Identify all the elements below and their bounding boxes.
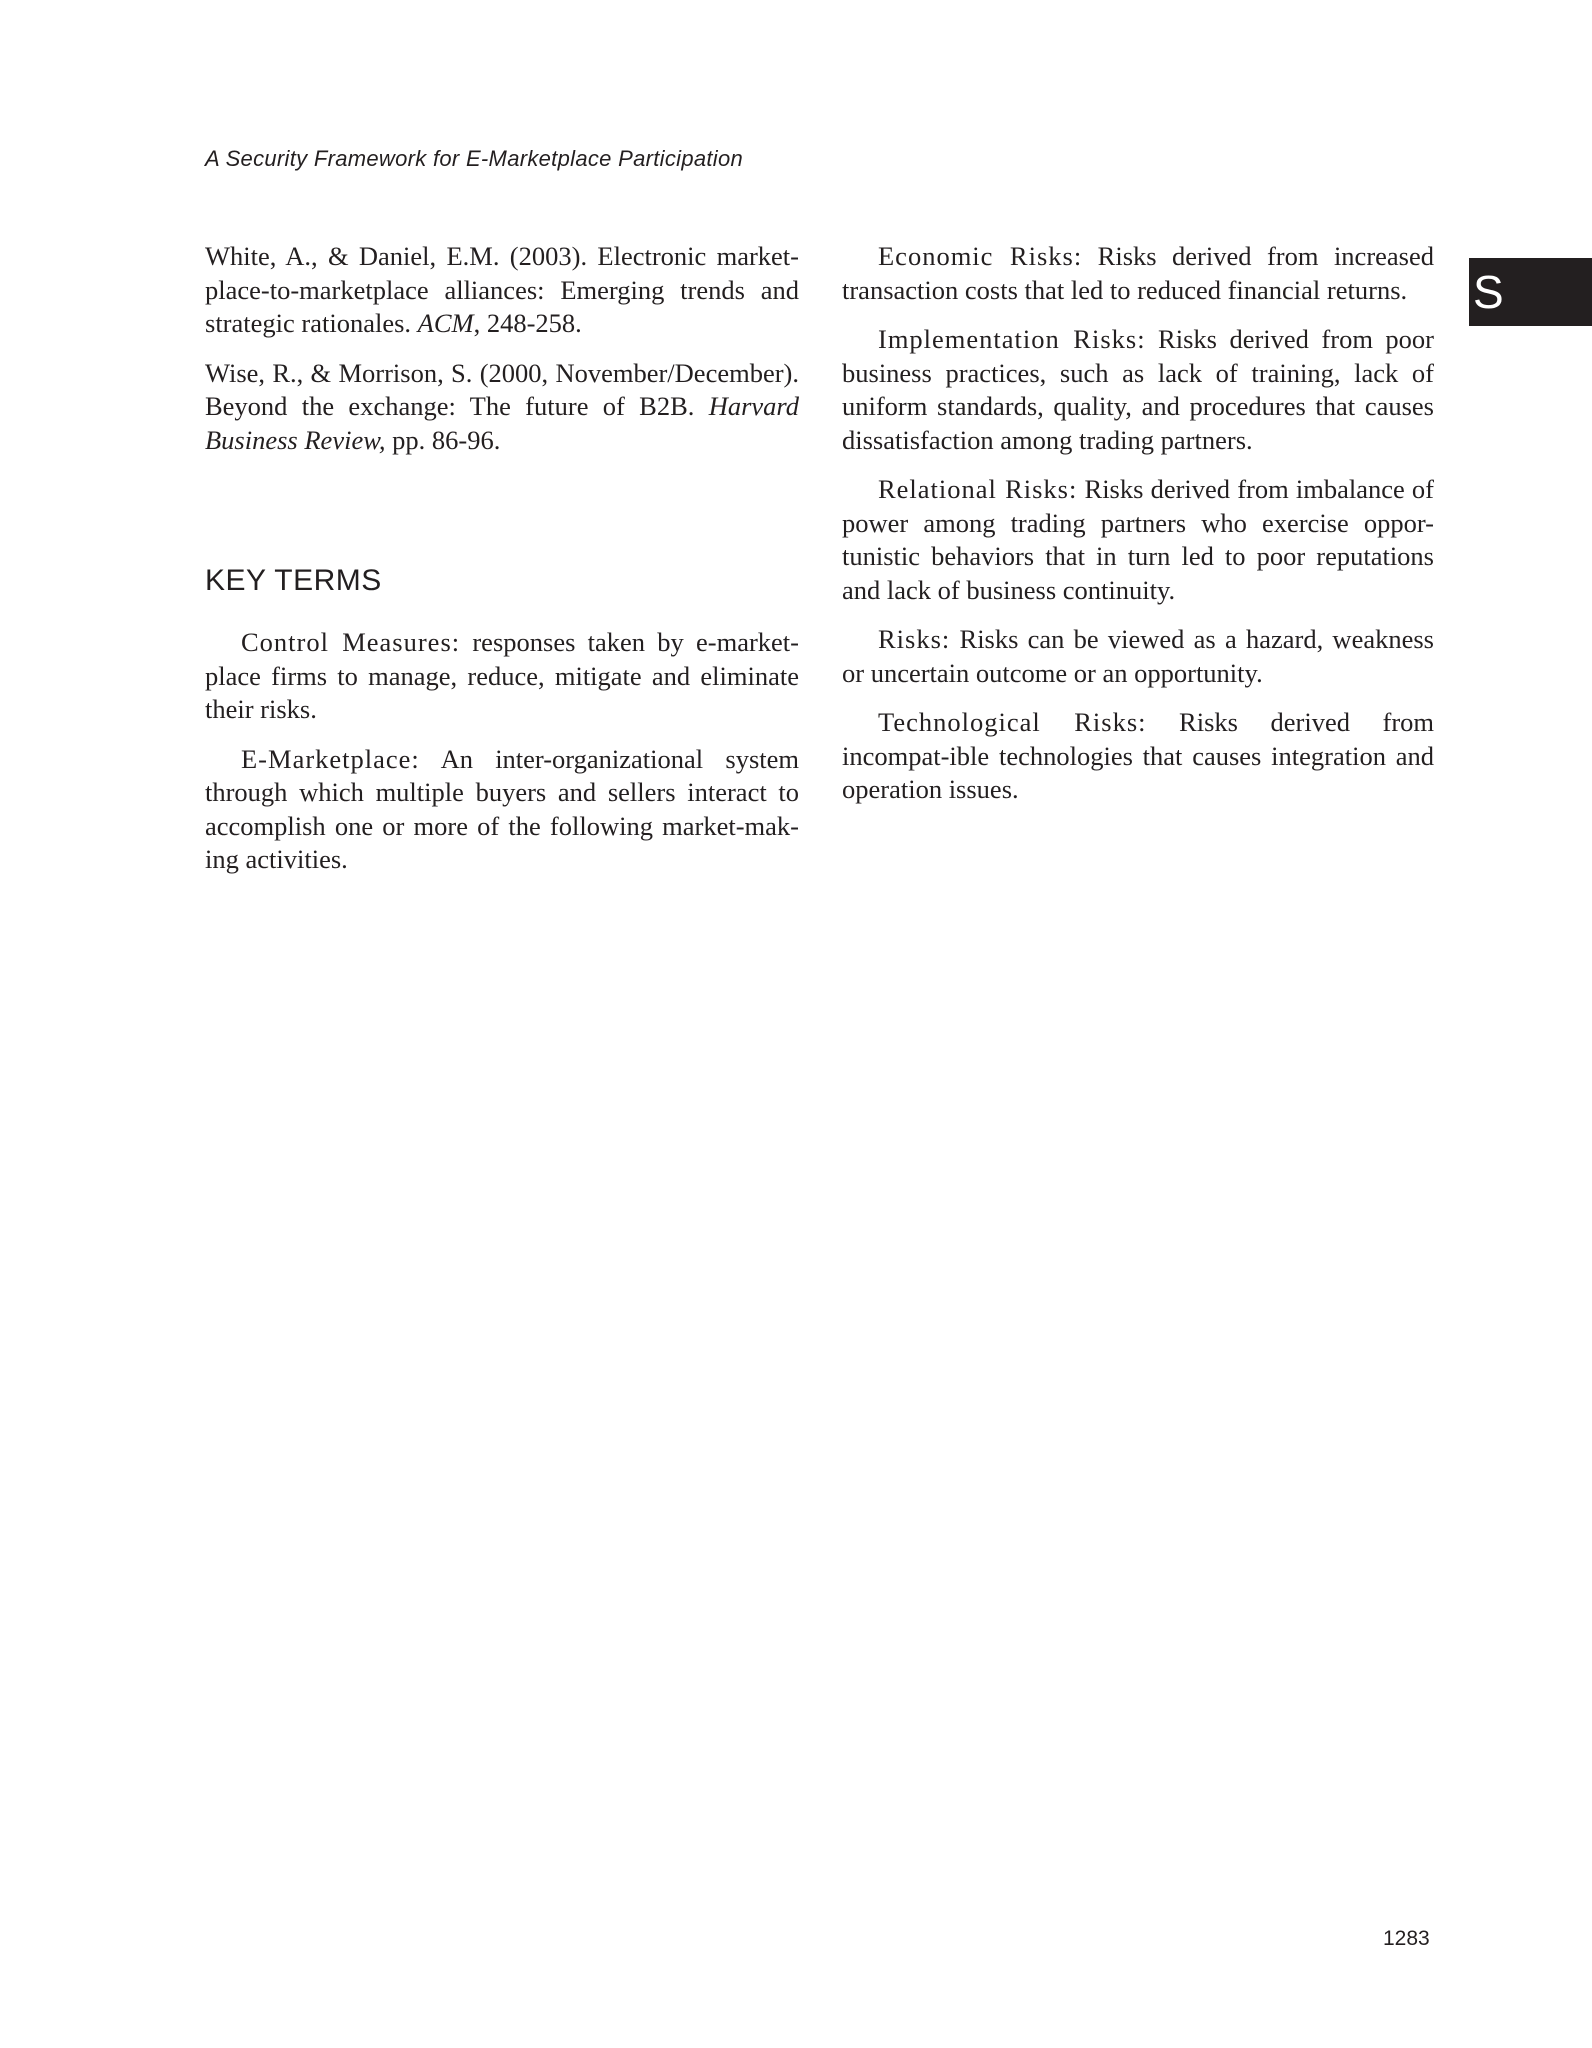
- key-term-name: Risks:: [878, 624, 951, 654]
- key-term-definition: Risks derived from incompat-ible technologies that causes integration and operation issues.: [842, 707, 1434, 804]
- reference-source: ACM: [417, 308, 474, 338]
- running-head: A Security Framework for E-Marketplace Participation: [205, 146, 744, 171]
- key-term-entry: [842, 323, 1434, 457]
- key-term-entry: [842, 240, 1434, 307]
- key-term-entry: [842, 706, 1434, 807]
- key-term-name: Economic Risks:: [878, 241, 1083, 271]
- key-term-definition: Risks derived from imbalance of power among trading partners who exercise oppor-tunistic behaviors that in turn led to poor reputations and lack of business continuity.: [842, 474, 1435, 605]
- page-number: 1283: [1383, 1927, 1430, 1950]
- key-term-definition: Risks derived from poor business practices, such as lack of training, lack of uniform standards, quality, and procedures that causes dissatisfaction among trading partners.: [842, 324, 1434, 455]
- reference-text: Wise, R., & Morrison, S. (2000, November/December). Beyond the exchange: The future of B2B.: [205, 357, 799, 421]
- key-term-name: Implementation Risks:: [878, 324, 1146, 354]
- section-thumb-tab: S: [1469, 258, 1592, 326]
- key-term-entry: [205, 626, 799, 727]
- key-term-name: Technological Risks:: [878, 707, 1147, 737]
- reference-pages: pp. 86-96.: [385, 424, 501, 455]
- reference-text: White, A., & Daniel, E.M. (2003). Electronic market-place-to-marketplace alliances: Emerging trends and strategic rationales.: [205, 241, 799, 338]
- key-terms-heading: KEY TERMS: [205, 564, 382, 597]
- left-column: [205, 240, 799, 893]
- key-term-name: Relational Risks:: [878, 474, 1078, 504]
- reference-source: Harvard Business Review,: [205, 391, 799, 455]
- right-column: [842, 240, 1434, 823]
- key-term-definition: Risks derived from increased transaction costs that led to reduced financial returns.: [842, 241, 1434, 305]
- key-term-definition: Risks can be viewed as a hazard, weakness or uncertain outcome or an opportunity.: [842, 624, 1434, 688]
- reference-pages: , 248-258.: [473, 308, 582, 338]
- reference-entry: [205, 357, 799, 458]
- key-term-entry: [842, 623, 1434, 690]
- reference-entry: [205, 240, 799, 341]
- key-term-definition: An inter-organizational system through which multiple buyers and sellers interact to accomplish one or more of the following market-mak-ing activities.: [205, 743, 799, 874]
- key-term-name: E-Marketplace:: [241, 743, 420, 774]
- key-term-entry: [205, 743, 799, 877]
- key-term-definition: responses taken by e-market-place firms to manage, reduce, mitigate and eliminate their risks.: [205, 627, 799, 724]
- key-term-name: Control Measures:: [241, 627, 461, 657]
- key-term-entry: [842, 473, 1434, 607]
